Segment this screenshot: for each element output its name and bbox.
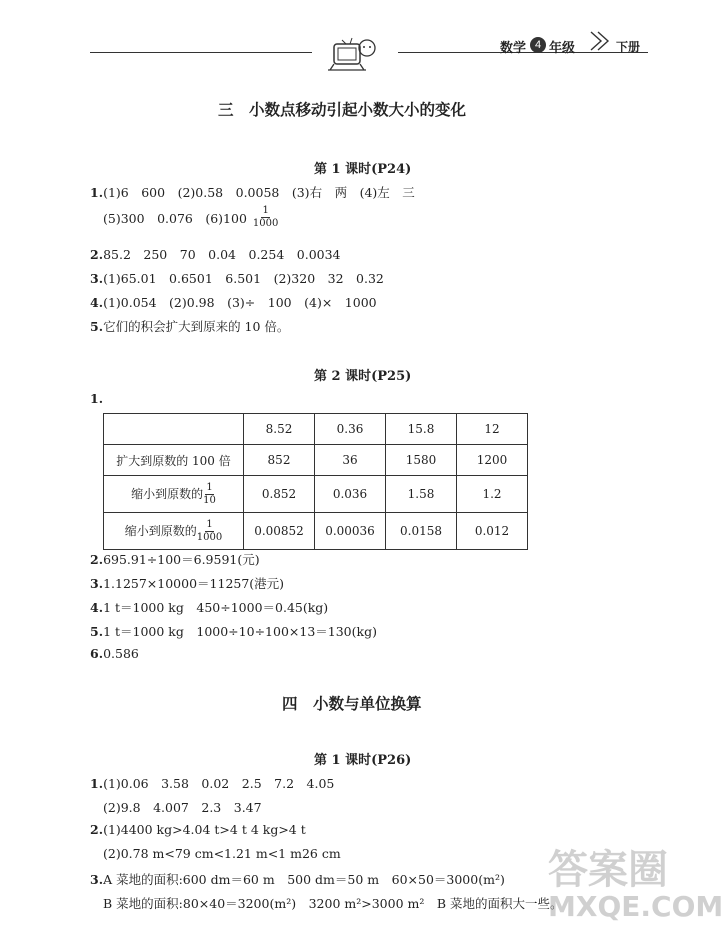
conversion-table bbox=[103, 413, 528, 550]
answer-line: 3.A 菜地的面积:600 dm＝60 m 500 dm＝50 m 60×50＝3000(m²) bbox=[90, 872, 505, 887]
row-label: 缩小到原数的 $\frac{1}{1000}$ bbox=[104, 513, 244, 550]
table-row bbox=[104, 513, 528, 550]
table-row bbox=[104, 476, 528, 513]
double-chevron-icon bbox=[588, 28, 612, 52]
answer-line: 2.695.91÷100＝6.9591(元) bbox=[90, 552, 260, 567]
answer-line: 1.(1)0.06 3.58 0.02 2.5 7.2 4.05 bbox=[90, 776, 335, 791]
answer-line: 2.(1)4400 kg>4.04 t>4 t 4 kg>4 t bbox=[90, 822, 306, 837]
answer-line: 1.(1)6 600 (2)0.58 0.0058 (3)右 两 (4)左 三 bbox=[90, 185, 415, 200]
answer-line: 4.1 t＝1000 kg 450÷1000＝0.45(kg) bbox=[90, 600, 329, 615]
table-cell: 1.2 bbox=[457, 476, 528, 513]
table-row bbox=[104, 445, 528, 476]
section-title: 四 小数与单位换算 bbox=[282, 694, 422, 713]
answer-line: 6.0.586 bbox=[90, 646, 139, 661]
table-cell: 0.852 bbox=[244, 476, 315, 513]
section-title: 三 小数点移动引起小数大小的变化 bbox=[218, 100, 467, 119]
table-cell: 12 bbox=[457, 414, 528, 445]
table-cell: 0.36 bbox=[315, 414, 386, 445]
table-cell: 36 bbox=[315, 445, 386, 476]
table-cell: 0.00852 bbox=[244, 513, 315, 550]
row-label: 缩小到原数的 $\frac{1}{10}$ bbox=[104, 476, 244, 513]
watermark-logo: 答案圈 bbox=[548, 847, 668, 893]
fraction: $\frac{1}{1000}$ bbox=[252, 205, 279, 229]
question-number: 1. bbox=[90, 391, 104, 406]
table-cell: 0.0158 bbox=[386, 513, 457, 550]
table-cell: 0.012 bbox=[457, 513, 528, 550]
answer-line: 3.(1)65.01 0.6501 6.501 (2)320 32 0.32 bbox=[90, 271, 384, 286]
answer-line: B 菜地的面积:80×40＝3200(m²) 3200 m²>3000 m² B 菜地的面积大一些。 bbox=[103, 896, 563, 911]
table-cell: 8.52 bbox=[244, 414, 315, 445]
table-cell: 0.00036 bbox=[315, 513, 386, 550]
answer-line: 5.它们的积会扩大到原来的 10 倍。 bbox=[90, 319, 290, 334]
table-cell bbox=[104, 414, 244, 445]
header-subject: 数学 bbox=[500, 41, 527, 56]
answer-line: 3.1.1257×10000＝11257(港元) bbox=[90, 576, 285, 591]
table-cell: 1.58 bbox=[386, 476, 457, 513]
lesson-title: 第 1 课时(P26) bbox=[314, 753, 412, 768]
answer-line: 5.1 t＝1000 kg 1000÷10÷100×13＝130(kg) bbox=[90, 624, 377, 639]
lesson-title: 第 2 课时(P25) bbox=[314, 369, 412, 384]
table-header-row bbox=[104, 414, 528, 445]
answer-line: 2.85.2 250 70 0.04 0.254 0.0034 bbox=[90, 247, 341, 262]
answer-line: (5)300 0.076 (6)100 $\frac{1}{1000}$ bbox=[103, 205, 279, 229]
header-rule-left bbox=[90, 52, 312, 53]
cartoon-computer-icon bbox=[322, 34, 382, 76]
row-label: 扩大到原数的 100 倍 bbox=[104, 445, 244, 476]
watermark-url: MXQE.COM bbox=[548, 890, 724, 923]
lesson-title: 第 1 课时(P24) bbox=[314, 162, 412, 177]
table-cell: 852 bbox=[244, 445, 315, 476]
answer-line: 4.(1)0.054 (2)0.98 (3)÷ 100 (4)× 1000 bbox=[90, 295, 377, 310]
grade-badge: 4 bbox=[530, 37, 546, 53]
answer-line: (2)0.78 m<79 cm<1.21 m<1 m26 cm bbox=[103, 846, 341, 861]
header-volume: 下册 bbox=[616, 40, 641, 54]
table-cell: 1580 bbox=[386, 445, 457, 476]
table-cell: 0.036 bbox=[315, 476, 386, 513]
fraction: $\frac{1}{1000}$ bbox=[196, 518, 223, 543]
fraction: $\frac{1}{10}$ bbox=[203, 481, 216, 506]
answer-line: (2)9.8 4.007 2.3 3.47 bbox=[103, 800, 262, 815]
table-cell: 15.8 bbox=[386, 414, 457, 445]
table-cell: 1200 bbox=[457, 445, 528, 476]
header-grade-suffix: 年级 bbox=[549, 41, 576, 56]
